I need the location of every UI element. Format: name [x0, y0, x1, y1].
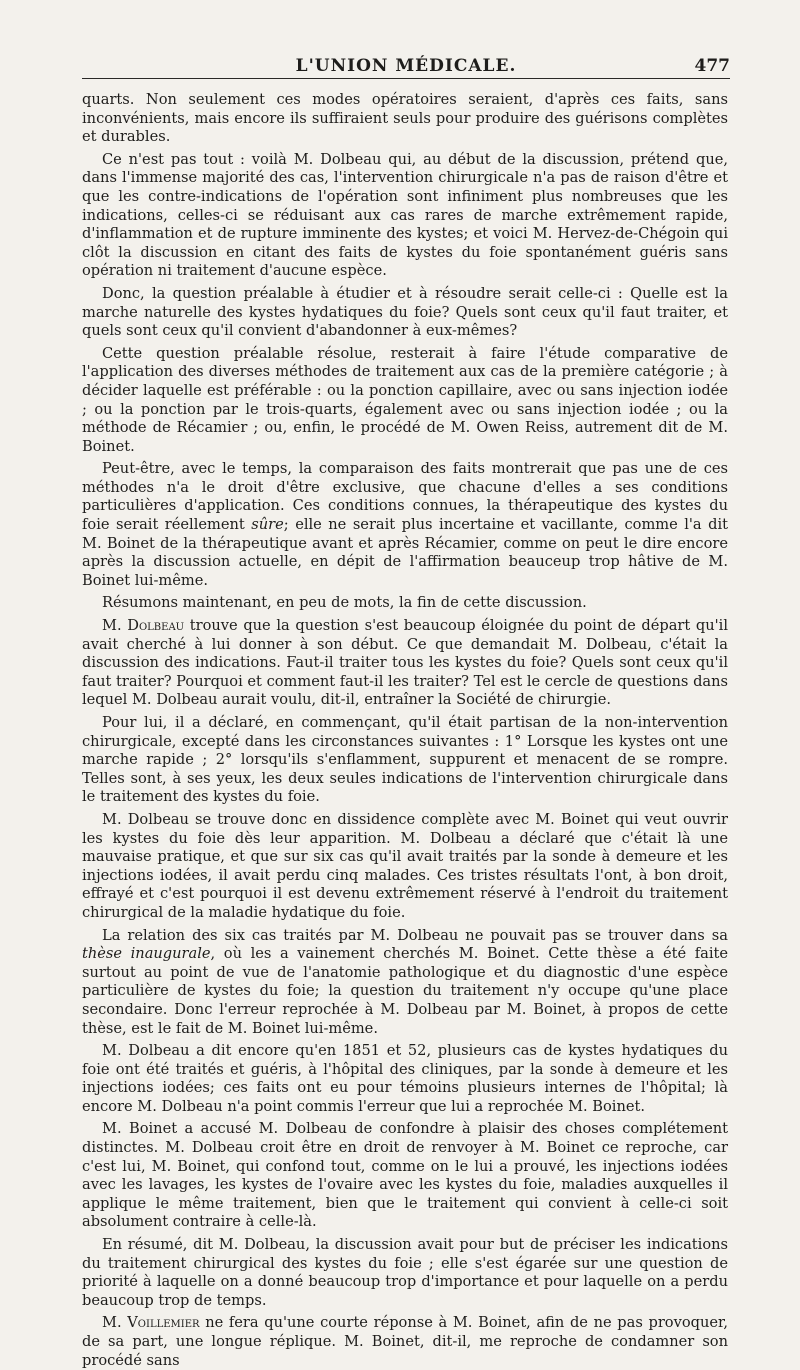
emphasis: sûre [251, 516, 284, 534]
running-header [82, 48, 730, 79]
emphasis: thèse inaugurale [82, 945, 211, 963]
paragraph: quarts. Non seulement ces modes opératoires seraient, d'après ces faits, sans inconvénients, mais encore ils suffiraient seuls pour produire des guérisons complètes et durables. [82, 91, 728, 146]
running-title: L'UNION MÉDICALE. [295, 56, 517, 76]
paragraph: Pour lui, il a déclaré, en commençant, qu'il était partisan de la non-intervention chirurgicale, excepté dans les circonstances suivantes : 1° Lorsque les kystes ont une marche rapide ; 2° lorsqu'ils s'enflamment, suppurent et menacent de se rompre. Telles sont, à ses yeux, les deux seules indications de l'intervention chirurgicale dans le traitement des kystes du foie. [82, 714, 728, 806]
article-body [82, 91, 728, 1370]
paragraph: Ce n'est pas tout : voilà M. Dolbeau qui, au début de la discussion, prétend que, dans l'immense majorité des cas, l'intervention chirurgicale n'a pas de raison d'être et que les contre-indications de l'opération sont infiniment plus nombreuses que les indications, celles-ci se réduisant aux cas rares de marche extrêmement rapide, d'inflammation et de rupture imminente des kystes; et voici M. Hervez-de-Chégoin qui clôt la discussion en citant des faits de kystes du foie spontanément guéris sans opération ni traitement d'aucune espèce. [82, 150, 728, 280]
paragraph: Donc, la question préalable à étudier et à résoudre serait celle-ci : Quelle est la marche naturelle des kystes hydatiques du foie? Quels sont ceux qu'il faut traiter, et quels sont ceux qu'il convient d'abandonner à eux-mêmes? [82, 284, 728, 340]
paragraph: Peut-être, avec le temps, la comparaison des faits montrerait que pas une de ces méthodes n'a le droit d'être exclusive, que chacune d'elles a ses conditions particulières d'application. Ces conditions connues, la thérapeutique des kystes du foie serait réellement sûre; elle ne serait plus incertaine et vacillante, comme l'a dit M. Boinet de la thérapeutique avant et après Récamier, comme on peut le dire encore après la discussion actuelle, en dépit de l'affirmation beauceup trop hâtive de M. Boinet lui-même. [82, 460, 728, 589]
speaker-name: Dolbeau [127, 617, 185, 635]
paragraph: M. Dolbeau trouve que la question s'est beaucoup éloignée du point de départ qu'il avait cherché à lui donner à son début. Ce que demandait M. Dolbeau, c'était la discussion des indications. Faut-il traiter tous les kystes du foie? Quels sont ceux qu'il faut traiter? Pourquoi et comment faut-il les traiter? Tel est le cercle de questions dans lequel M. Dolbeau aurait voulu, dit-il, entraîner la Société de chirurgie. [82, 617, 728, 709]
paragraph: M. Boinet a accusé M. Dolbeau de confondre à plaisir des choses complétement distinctes. M. Dolbeau croit être en droit de renvoyer à M. Boinet ce reproche, car c'est lui, M. Boinet, qui confond tout, comme on le lui a prouvé, les injections iodées avec les lavages, les kystes de l'ovaire avec les kystes du foie, maladies auxquelles il applique le même traitement, bien que le traitement qui convient à celle-ci soit absolument contraire à celle-là. [82, 1120, 728, 1231]
page-number: 477 [694, 56, 730, 76]
paragraph: M. Voillemier ne fera qu'une courte réponse à M. Boinet, afin de ne pas provoquer, de sa part, une longue réplique. M. Boinet, dit-il, me reproche de condamner son procédé sans [82, 1314, 728, 1369]
speaker-name: Voillemier [127, 1314, 200, 1332]
paragraph: La relation des six cas traités par M. Dolbeau ne pouvait pas se trouver dans sa thèse inaugurale, où les a vainement cherchés M. Boinet. Cette thèse a été faite surtout au point de vue de l'anatomie pathologique et du diagnostic d'une espèce particulière de kystes du foie; la question du traitement n'y occupe qu'une place secondaire. Donc l'erreur reprochée à M. Dolbeau par M. Boinet, à propos de cette thèse, est le fait de M. Boinet lui-même. [82, 926, 728, 1037]
paragraph: Cette question préalable résolue, resterait à faire l'étude comparative de l'application des diverses méthodes de traitement aux cas de la première catégorie ; à décider laquelle est préférable : ou la ponction capillaire, avec ou sans injection iodée ; ou la ponction par le trois-quarts, également avec ou sans injection iodée ; ou la méthode de Récamier ; ou, enfin, le procédé de M. Owen Reiss, autrement dit de M. Boinet. [82, 344, 728, 455]
paragraph: M. Dolbeau se trouve donc en dissidence complète avec M. Boinet qui veut ouvrir les kystes du foie dès leur apparition. M. Dolbeau a déclaré que c'était là une mauvaise pratique, et que sur six cas qu'il avait traités par la sonde à demeure et les injections iodées, il avait perdu cinq malades. Ces tristes résultats l'ont, à bon droit, effrayé et c'est pourquoi il est devenu extrêmement réservé à l'endroit du traitement chirurgical de la maladie hydatique du foie. [82, 810, 728, 921]
paragraph: Résumons maintenant, en peu de mots, la fin de cette discussion. [102, 594, 587, 612]
paragraph: En résumé, dit M. Dolbeau, la discussion avait pour but de préciser les indications du traitement chirurgical des kystes du foie ; elle s'est égarée sur une question de priorité à laquelle on a donné beaucoup trop d'importance et pour laquelle on a perdu beaucoup trop de temps. [82, 1236, 728, 1309]
paragraph: M. Dolbeau a dit encore qu'en 1851 et 52, plusieurs cas de kystes hydatiques du foie ont été traités et guéris, à l'hôpital des cliniques, par la sonde à demeure et les injections iodées; ces faits ont eu pour témoins plusieurs internes de l'hôpital; là encore M. Dolbeau n'a point commis l'erreur que lui a reprochée M. Boinet. [82, 1042, 728, 1115]
